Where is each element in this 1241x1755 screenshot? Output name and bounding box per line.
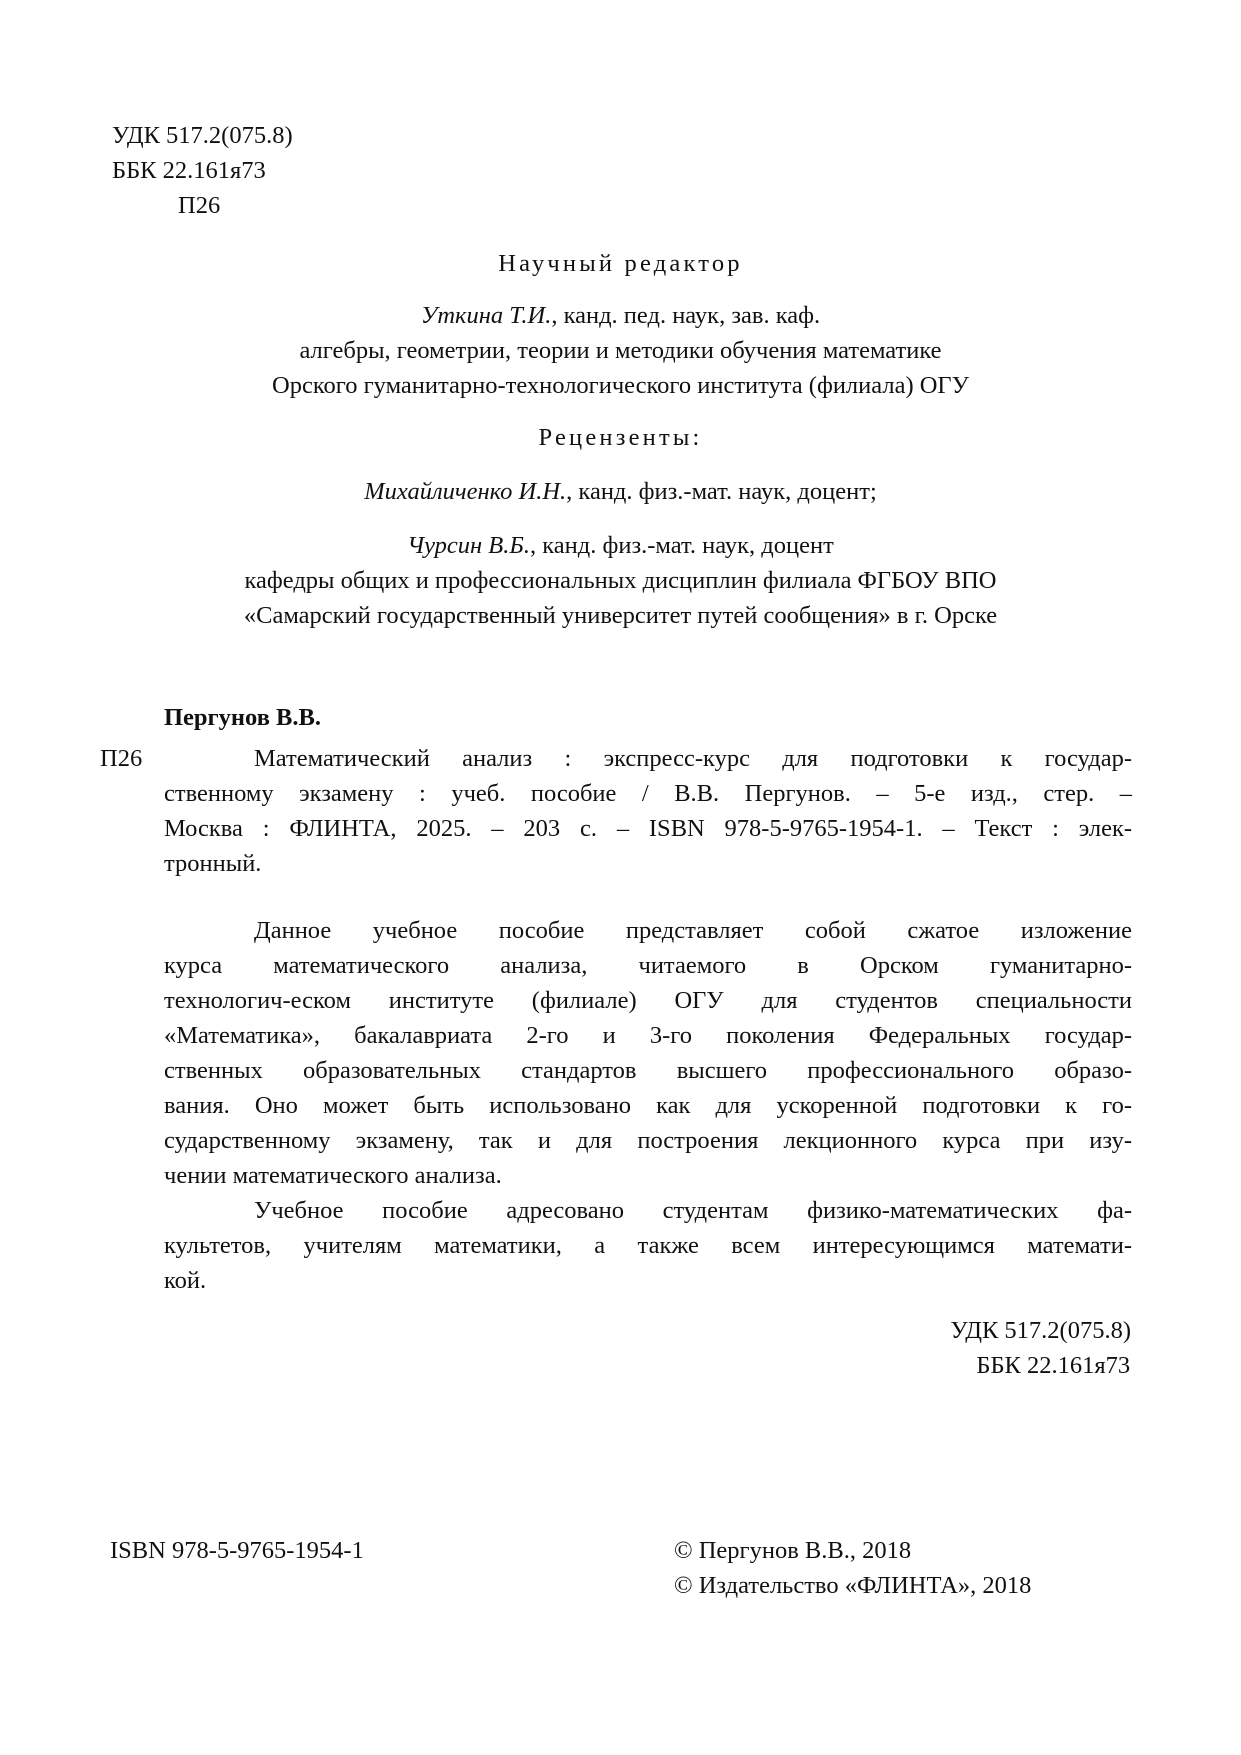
catalog-line: Москва : ФЛИНТА, 2025. – 203 с. – ISBN 978-5-9765-1954-1. – Текст : элек-: [164, 815, 1132, 842]
reviewer-2: Чурсин В.Б., канд. физ.-мат. наук, доцент кафедры общих и профессиональных дисциплин филиала ФГБОУ ВПО «Самарский государственный университет путей сообщения» в г. Орске: [0, 528, 1241, 633]
catalog-line: Математический анализ : экспресс-курс для подготовки к государ-: [254, 745, 1132, 772]
editor-line-2: алгебры, геометрии, теории и методики обучения математике: [299, 337, 942, 364]
editor-line-1: Уткина Т.И., канд. пед. наук, зав. каф.: [420, 302, 821, 329]
editor-line-3: Орского гуманитарно-технологического института (филиала) ОГУ: [272, 372, 969, 399]
catalog-author: Пергунов В.В.: [164, 704, 321, 731]
bbk-code-bottom: ББК 22.161я73: [976, 1352, 1131, 1379]
abstract: [164, 913, 1132, 1298]
abstract-line: сударственному экзамену, так и для построения лекционного курса при изу-: [164, 1127, 1132, 1154]
catalog-line: тронный.: [164, 850, 262, 877]
udk-code: УДК 517.2(075.8): [112, 122, 293, 149]
abstract-line: культетов, учителям математики, а также всем интересующимся математи-: [164, 1232, 1132, 1259]
classification-block: [112, 118, 293, 223]
abstract-line: Учебное пособие адресовано студентам физико-математических фа-: [254, 1197, 1132, 1224]
abstract-line: Данное учебное пособие представляет собой сжатое изложение: [254, 917, 1132, 944]
bbk-code: ББК 22.161я73: [112, 157, 266, 184]
copyright-block: [674, 1533, 1031, 1603]
catalog-entry: [164, 741, 1132, 881]
abstract-line: кой.: [164, 1267, 207, 1294]
abstract-line: курса математического анализа, читаемого в Орском гуманитарно-: [164, 952, 1132, 979]
reviewer-1: Михайличенко И.Н., канд. физ.-мат. наук, доцент;: [364, 478, 877, 505]
udk-code-bottom: УДК 517.2(075.8): [950, 1317, 1131, 1344]
reviewers-heading: Рецензенты:: [538, 424, 703, 451]
abstract-line: технологич-еском институте (филиале) ОГУ для студентов специальности: [164, 987, 1132, 1014]
reviewer-2-line-2: кафедры общих и профессиональных дисциплин филиала ФГБОУ ВПО: [244, 567, 997, 594]
catalog-line: ственному экзамену : учеб. пособие / В.В. Пергунов. – 5-е изд., стер. –: [164, 780, 1132, 807]
reviewer-2-line-3: «Самарский государственный университет путей сообщения» в г. Орске: [243, 602, 998, 629]
classification-bottom: [950, 1313, 1131, 1383]
reviewer-1-name: Михайличенко И.Н.: [364, 478, 567, 505]
abstract-line: чении математического анализа.: [164, 1162, 502, 1189]
abstract-line: «Математика», бакалавриата 2-го и 3-го поколения Федеральных государ-: [164, 1022, 1132, 1049]
catalog-code: П26: [100, 745, 143, 772]
author-mark: П26: [178, 192, 221, 219]
abstract-line: ственных образовательных стандартов высшего профессионального образо-: [164, 1057, 1132, 1084]
isbn: ISBN 978-5-9765-1954-1: [110, 1537, 364, 1564]
copyright-author: © Пергунов В.В., 2018: [674, 1537, 912, 1564]
editor-block: [0, 298, 1241, 403]
copyright-publisher: © Издательство «ФЛИНТА», 2018: [674, 1572, 1032, 1599]
abstract-line: вания. Оно может быть использовано как для ускоренной подготовки к го-: [164, 1092, 1132, 1119]
editor-name: Уткина Т.И.: [420, 302, 552, 329]
reviewer-2-name: Чурсин В.Б.: [407, 532, 530, 559]
editor-heading: Научный редактор: [498, 250, 743, 277]
